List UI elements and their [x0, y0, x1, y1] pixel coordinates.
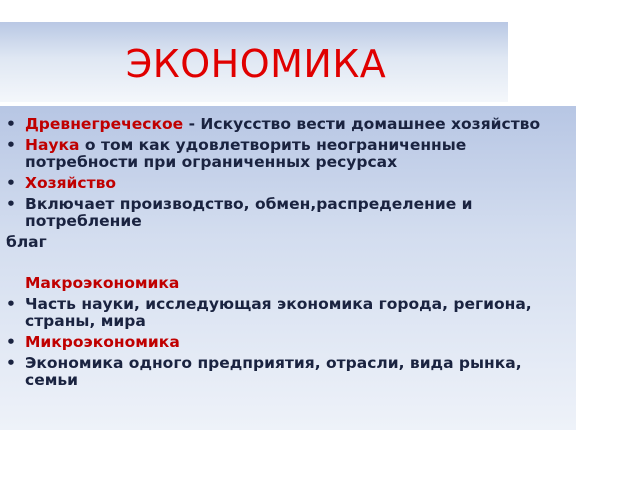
- title-panel: [0, 22, 508, 102]
- list-item-economy: [6, 175, 572, 192]
- list-item-micro-title: [6, 334, 572, 351]
- list-item-macro-title: [6, 275, 572, 292]
- list-spacer: [6, 255, 572, 275]
- micro-title: Микроэкономика: [25, 333, 180, 351]
- list-item-micro-text: [6, 355, 572, 389]
- bullet-icon: •: [6, 195, 16, 213]
- bullet-icon: •: [6, 136, 16, 154]
- term-label: Древнегреческое: [25, 115, 184, 133]
- list-item-science: [6, 137, 572, 171]
- continuation-text: благ: [6, 233, 47, 251]
- list-item-macro-text: [6, 296, 572, 330]
- bullet-icon: •: [6, 174, 16, 192]
- slide-title: ЭКОНОМИКА: [125, 42, 387, 86]
- bullet-icon: •: [6, 295, 16, 313]
- list-item-ancient-greek: [6, 116, 572, 133]
- definition-text: Включает производство, обмен,распределение и потребление: [25, 195, 473, 230]
- term-separator: -: [183, 115, 201, 133]
- bullet-icon: •: [6, 354, 16, 372]
- bullet-list: [6, 116, 572, 393]
- definition-text: о том как удовлетворить неограниченные потребности при ограниченных ресурсах: [25, 136, 467, 171]
- micro-text: Экономика одного предприятия, отрасли, вида рынка, семьи: [25, 354, 522, 389]
- content-panel: [0, 106, 576, 430]
- bullet-icon: •: [6, 115, 16, 133]
- term-label: Хозяйство: [25, 174, 117, 192]
- macro-title: Макроэкономика: [25, 274, 180, 292]
- definition-text: Искусство вести домашнее хозяйство: [200, 115, 541, 133]
- macro-text: Часть науки, исследующая экономика города, региона, страны, мира: [25, 295, 532, 330]
- bullet-icon: •: [6, 333, 16, 351]
- list-item-includes: [6, 196, 572, 230]
- term-label: Наука: [25, 136, 80, 154]
